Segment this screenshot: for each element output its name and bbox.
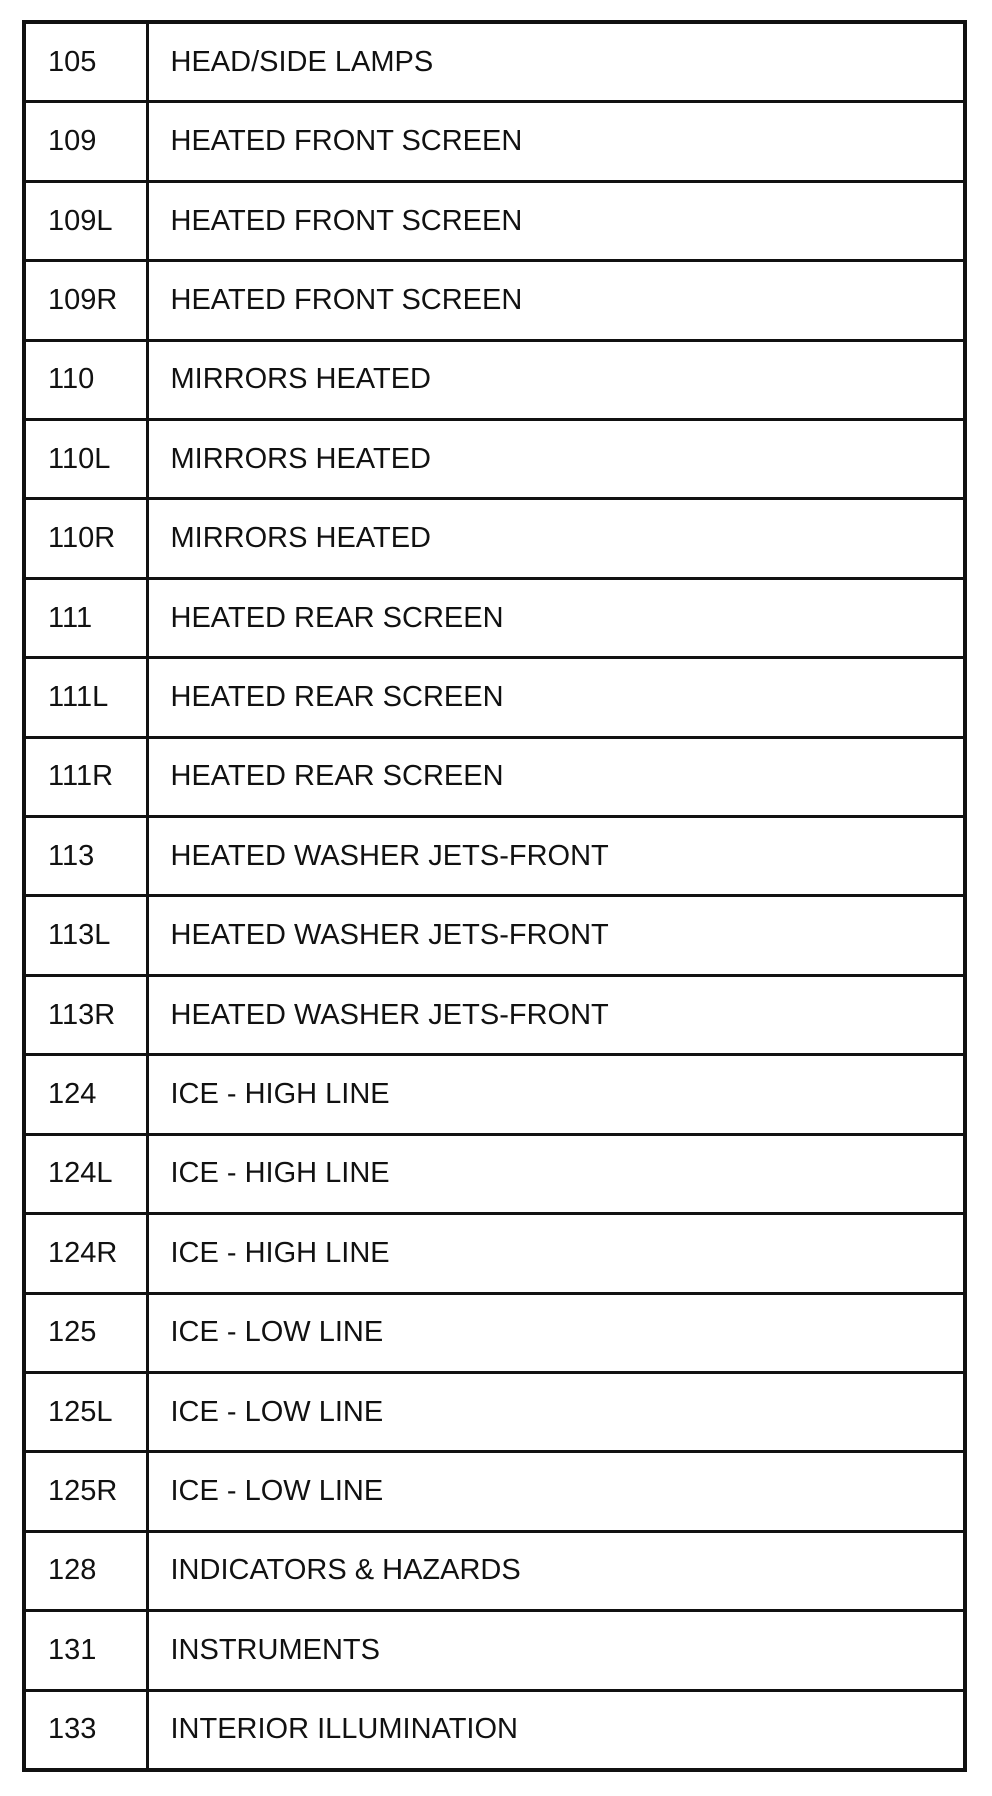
code-cell: 113L [24,896,147,975]
description-cell: INSTRUMENTS [147,1611,965,1690]
code-cell: 124 [24,1055,147,1134]
code-cell: 131 [24,1611,147,1690]
table-row [24,499,965,578]
description-cell: ICE - LOW LINE [147,1372,965,1451]
description-cell: HEATED FRONT SCREEN [147,181,965,260]
table-row [24,1531,965,1610]
description-cell: HEAD/SIDE LAMPS [147,22,965,102]
table-row [24,340,965,419]
description-cell: MIRRORS HEATED [147,340,965,419]
table-row [24,1690,965,1770]
table-row [24,817,965,896]
table-row [24,420,965,499]
code-cell: 109L [24,181,147,260]
code-cell: 128 [24,1531,147,1610]
code-cell: 111L [24,658,147,737]
description-cell: ICE - LOW LINE [147,1293,965,1372]
description-cell: ICE - HIGH LINE [147,1134,965,1213]
code-cell: 110 [24,340,147,419]
description-cell: ICE - HIGH LINE [147,1055,965,1134]
code-cell: 125L [24,1372,147,1451]
code-cell: 125 [24,1293,147,1372]
description-cell: MIRRORS HEATED [147,420,965,499]
code-cell: 113 [24,817,147,896]
table-row [24,658,965,737]
table-row [24,1055,965,1134]
table-row [24,1452,965,1531]
table-row [24,896,965,975]
description-cell: INDICATORS & HAZARDS [147,1531,965,1610]
code-cell: 124R [24,1214,147,1293]
code-cell: 113R [24,975,147,1054]
code-cell: 109 [24,102,147,181]
description-cell: HEATED REAR SCREEN [147,578,965,657]
table-row [24,737,965,816]
table-row [24,975,965,1054]
code-table [22,20,967,1772]
description-cell: HEATED WASHER JETS-FRONT [147,817,965,896]
description-cell: HEATED WASHER JETS-FRONT [147,975,965,1054]
table-row [24,1134,965,1213]
table-row [24,181,965,260]
code-cell: 110L [24,420,147,499]
code-cell: 124L [24,1134,147,1213]
code-cell: 105 [24,22,147,102]
code-cell: 110R [24,499,147,578]
code-table-body [24,22,965,1770]
description-cell: ICE - LOW LINE [147,1452,965,1531]
code-cell: 111R [24,737,147,816]
code-cell: 111 [24,578,147,657]
description-cell: INTERIOR ILLUMINATION [147,1690,965,1770]
table-row [24,1372,965,1451]
description-cell: HEATED REAR SCREEN [147,737,965,816]
table-row [24,102,965,181]
table-row [24,1611,965,1690]
description-cell: HEATED FRONT SCREEN [147,261,965,340]
code-cell: 109R [24,261,147,340]
description-cell: HEATED WASHER JETS-FRONT [147,896,965,975]
description-cell: ICE - HIGH LINE [147,1214,965,1293]
table-row [24,261,965,340]
table-row [24,578,965,657]
description-cell: HEATED REAR SCREEN [147,658,965,737]
table-row [24,22,965,102]
table-row [24,1293,965,1372]
description-cell: MIRRORS HEATED [147,499,965,578]
code-cell: 125R [24,1452,147,1531]
code-cell: 133 [24,1690,147,1770]
description-cell: HEATED FRONT SCREEN [147,102,965,181]
table-row [24,1214,965,1293]
